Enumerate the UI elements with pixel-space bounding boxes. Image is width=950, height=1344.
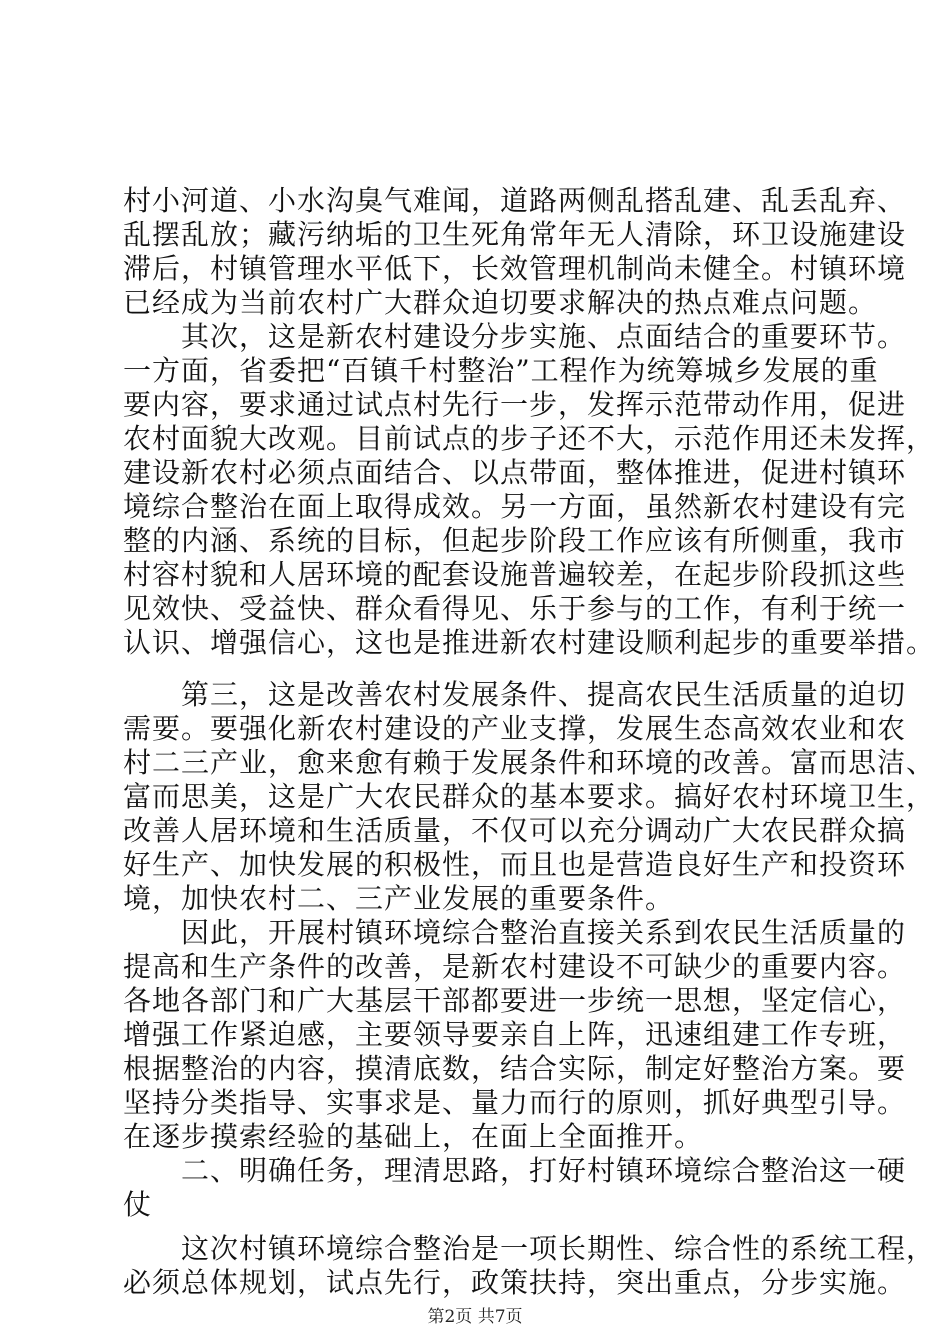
text-line: 富而思美，这是广大农民群众的基本要求。搞好农村环境卫生，	[123, 780, 936, 813]
text-line: 村二三产业，愈来愈有赖于发展条件和环境的改善。富而思洁、	[123, 746, 936, 779]
text-line: 这次村镇环境综合整治是一项长期性、综合性的系统工程，	[181, 1232, 936, 1265]
page-footer: 第2页 共7页	[427, 1307, 523, 1327]
text-line: 村小河道、小水沟臭气难闻，道路两侧乱搭乱建、乱丢乱弃、	[123, 184, 907, 217]
text-line: 增强工作紧迫感，主要领导要亲自上阵，迅速组建工作专班，	[123, 1018, 907, 1051]
text-line: 好生产、加快发展的积极性，而且也是营造良好生产和投资环	[123, 848, 907, 881]
text-line: 滞后，村镇管理水平低下，长效管理机制尚未健全。村镇环境	[123, 252, 907, 285]
text-line: 第三，这是改善农村发展条件、提高农民生活质量的迫切	[181, 678, 907, 711]
text-line: 必须总体规划，试点先行，政策扶持，突出重点，分步实施。	[123, 1266, 907, 1299]
text-line: 认识、增强信心，这也是推进新农村建设顺利起步的重要举措。	[123, 626, 936, 659]
text-line: 见效快、受益快、群众看得见、乐于参与的工作，有利于统一	[123, 592, 907, 625]
text-line: 二、明确任务，理清思路，打好村镇环境综合整治这一硬	[181, 1154, 907, 1187]
text-line: 因此，开展村镇环境综合整治直接关系到农民生活质量的	[181, 916, 907, 949]
text-line: 乱摆乱放；藏污纳垢的卫生死角常年无人清除，环卫设施建设	[123, 218, 907, 251]
text-line: 改善人居环境和生活质量，不仅可以充分调动广大农民群众搞	[123, 814, 907, 847]
text-line: 农村面貌大改观。目前试点的步子还不大，示范作用还未发挥，	[123, 422, 936, 455]
text-line: 建设新农村必须点面结合、以点带面，整体推进，促进村镇环	[123, 456, 907, 489]
text-line: 需要。要强化新农村建设的产业支撑，发展生态高效农业和农	[123, 712, 907, 745]
text-line: 各地各部门和广大基层干部都要进一步统一思想，坚定信心，	[123, 984, 907, 1017]
text-line: 要内容，要求通过试点村先行一步，发挥示范带动作用，促进	[123, 388, 907, 421]
text-line: 境，加快农村二、三产业发展的重要条件。	[123, 882, 675, 915]
text-line: 已经成为当前农村广大群众迫切要求解决的热点难点问题。	[123, 286, 878, 319]
text-line: 村容村貌和人居环境的配套设施普遍较差，在起步阶段抓这些	[123, 558, 907, 591]
text-line: 其次，这是新农村建设分步实施、点面结合的重要环节。	[181, 320, 907, 353]
text-line: 提高和生产条件的改善，是新农村建设不可缺少的重要内容。	[123, 950, 907, 983]
text-line: 在逐步摸索经验的基础上，在面上全面推开。	[123, 1120, 704, 1153]
text-line: 整的内涵、系统的目标，但起步阶段工作应该有所侧重，我市	[123, 524, 907, 557]
text-line: 坚持分类指导、实事求是、量力而行的原则，抓好典型引导。	[123, 1086, 907, 1119]
text-line: 一方面，省委把“百镇千村整治”工程作为统筹城乡发展的重	[123, 354, 879, 387]
text-line: 根据整治的内容，摸清底数，结合实际，制定好整治方案。要	[123, 1052, 907, 1085]
text-line: 境综合整治在面上取得成效。另一方面，虽然新农村建设有完	[123, 490, 907, 523]
text-line: 仗	[123, 1188, 153, 1221]
